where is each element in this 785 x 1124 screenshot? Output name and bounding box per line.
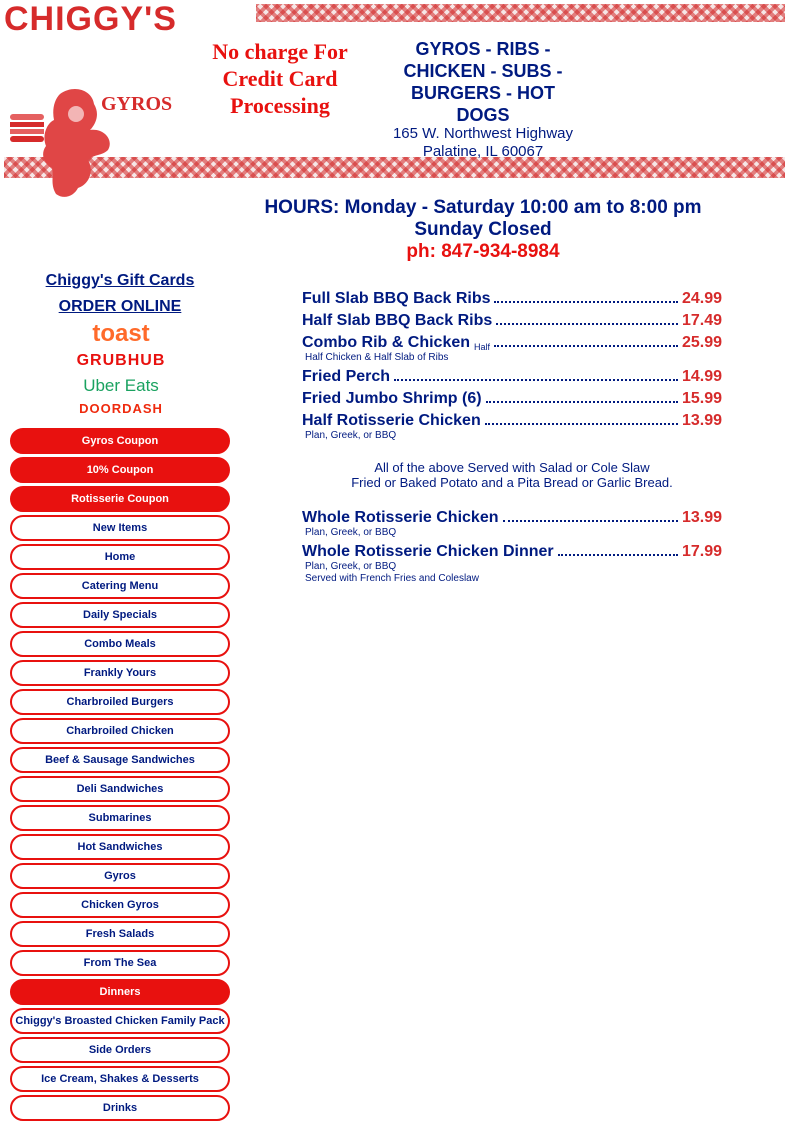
- nav-new-items[interactable]: New Items: [10, 515, 230, 541]
- nav-beef-sausage-sandwiches[interactable]: Beef & Sausage Sandwiches: [10, 747, 230, 773]
- hours-line: HOURS: Monday - Saturday 10:00 am to 8:00 pm: [264, 197, 702, 218]
- menu-item-description: Plan, Greek, or BBQ: [305, 561, 397, 572]
- nav-10-coupon[interactable]: 10% Coupon: [10, 457, 230, 483]
- menu-item-price: 13.99: [681, 509, 722, 526]
- menu-section-b: [302, 505, 722, 585]
- menu-item-name: Fried Perch: [302, 368, 391, 385]
- nav-hot-sandwiches[interactable]: Hot Sandwiches: [10, 834, 230, 860]
- menu-item-price: 13.99: [681, 412, 722, 429]
- dot-leader: [494, 345, 678, 347]
- uber-eats-logo[interactable]: Uber Eats: [83, 376, 159, 395]
- logo-gyros-text: GYROS: [101, 93, 173, 115]
- gift-cards-link[interactable]: Chiggy's Gift Cards: [45, 272, 195, 289]
- nav-ice-cream-shakes-desserts[interactable]: Ice Cream, Shakes & Desserts: [10, 1066, 230, 1092]
- served-note-line-1: All of the above Served with Salad or Cole Slaw: [374, 460, 650, 475]
- menu-item-description: Plan, Greek, or BBQ: [305, 430, 397, 441]
- menu-item-note: Half: [474, 342, 491, 352]
- nav-combo-meals[interactable]: Combo Meals: [10, 631, 230, 657]
- menu-item-name: Half Slab BBQ Back Ribs: [302, 312, 493, 329]
- address-line-2: Palatine, IL 60067: [422, 143, 544, 160]
- menu-item-name: Whole Rotisserie Chicken: [302, 509, 499, 526]
- menu-item: [302, 330, 722, 364]
- menu-section-a: [302, 286, 722, 442]
- menu-item-description: Plan, Greek, or BBQ: [305, 527, 397, 538]
- nav-charbroiled-chicken[interactable]: Charbroiled Chicken: [10, 718, 230, 744]
- menu-item: [302, 308, 722, 330]
- hours-block: [250, 197, 716, 263]
- nav-charbroiled-burgers[interactable]: Charbroiled Burgers: [10, 689, 230, 715]
- menu-item-description: Served with French Fries and Coleslaw: [305, 573, 479, 584]
- menu-nav: [10, 428, 230, 1124]
- restaurant-address: [372, 125, 594, 161]
- menu-item: [302, 286, 722, 308]
- no-charge-notice: No charge For Credit Card Processing: [212, 39, 348, 118]
- order-online-link[interactable]: ORDER ONLINE: [58, 298, 182, 315]
- nav-fresh-salads[interactable]: Fresh Salads: [10, 921, 230, 947]
- checkered-banner-top: [256, 4, 785, 22]
- nav-drinks[interactable]: Drinks: [10, 1095, 230, 1121]
- phone-number[interactable]: ph: 847-934-8984: [406, 241, 560, 262]
- dot-leader: [496, 323, 678, 325]
- served-note-line-2: Fried or Baked Potato and a Pita Bread or Garlic Bread.: [351, 475, 673, 490]
- menu-item-price: 17.99: [681, 543, 722, 560]
- menu-item: [302, 408, 722, 442]
- menu-item-name: Combo Rib & Chicken: [302, 334, 471, 351]
- dot-leader: [485, 423, 678, 425]
- grubhub-logo[interactable]: GRUBHUB: [76, 352, 166, 369]
- menu-item: [302, 386, 722, 408]
- dot-leader: [503, 520, 678, 522]
- order-services: [56, 320, 186, 420]
- menu-item-price: 24.99: [681, 290, 722, 307]
- nav-dinners[interactable]: Dinners: [10, 979, 230, 1005]
- menu-item-price: 25.99: [681, 334, 722, 351]
- side-links: [10, 268, 230, 320]
- dot-leader: [394, 379, 678, 381]
- nav-deli-sandwiches[interactable]: Deli Sandwiches: [10, 776, 230, 802]
- menu-item: [302, 364, 722, 386]
- nav-rotisserie-coupon[interactable]: Rotisserie Coupon: [10, 486, 230, 512]
- dot-leader: [494, 301, 677, 303]
- nav-gyros[interactable]: Gyros: [10, 863, 230, 889]
- address-line-1: 165 W. Northwest Highway: [392, 125, 574, 142]
- closed-line: Sunday Closed: [414, 219, 552, 240]
- menu-item-name: Whole Rotisserie Chicken Dinner: [302, 543, 554, 560]
- menu-item-price: 17.49: [681, 312, 722, 329]
- nav-chiggy-s-broasted-chicken-family-pack[interactable]: Chiggy's Broasted Chicken Family Pack: [10, 1008, 230, 1034]
- nav-chicken-gyros[interactable]: Chicken Gyros: [10, 892, 230, 918]
- menu-item: [302, 539, 722, 585]
- site-logo[interactable]: CHIGGY'S: [4, 0, 177, 38]
- menu-item-name: Fried Jumbo Shrimp (6): [302, 390, 482, 407]
- nav-side-orders[interactable]: Side Orders: [10, 1037, 230, 1063]
- menu-item-description: Half Chicken & Half Slab of Ribs: [305, 352, 449, 363]
- menu-item: [302, 505, 722, 539]
- mascot-logo: [4, 84, 184, 200]
- doordash-logo[interactable]: DOORDASH: [79, 401, 163, 416]
- menu-item-price: 14.99: [681, 368, 722, 385]
- menu-item-price: 15.99: [681, 390, 722, 407]
- nav-gyros-coupon[interactable]: Gyros Coupon: [10, 428, 230, 454]
- toast-logo[interactable]: toast: [92, 320, 150, 347]
- dinner-menu: [302, 286, 722, 585]
- dot-leader: [486, 401, 678, 403]
- nav-frankly-yours[interactable]: Frankly Yours: [10, 660, 230, 686]
- menu-item-name: Half Rotisserie Chicken: [302, 412, 481, 429]
- dot-leader: [558, 554, 678, 556]
- menu-item-name: Full Slab BBQ Back Ribs: [302, 290, 491, 307]
- nav-from-the-sea[interactable]: From The Sea: [10, 950, 230, 976]
- served-note: [302, 460, 722, 490]
- restaurant-tagline: GYROS - RIBS - CHICKEN - SUBS - BURGERS - HOT DOGS: [403, 39, 563, 125]
- nav-daily-specials[interactable]: Daily Specials: [10, 602, 230, 628]
- nav-home[interactable]: Home: [10, 544, 230, 570]
- nav-catering-menu[interactable]: Catering Menu: [10, 573, 230, 599]
- nav-submarines[interactable]: Submarines: [10, 805, 230, 831]
